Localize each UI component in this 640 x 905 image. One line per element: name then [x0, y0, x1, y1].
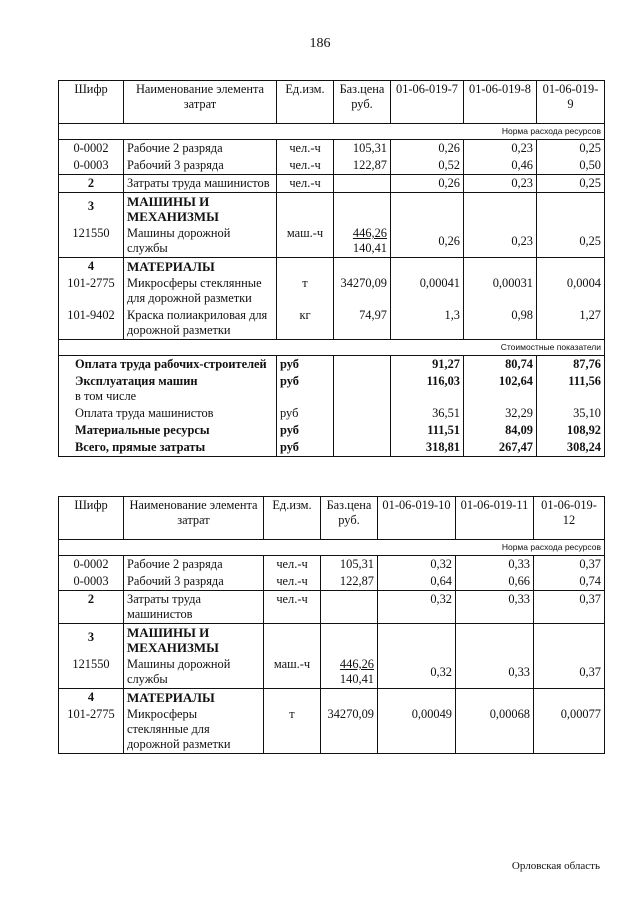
cost-value: 35,10	[537, 405, 605, 422]
cost-row	[59, 373, 605, 405]
row-unit: чел.-ч	[264, 591, 321, 624]
page-number: 186	[309, 36, 331, 51]
row-price	[321, 591, 378, 624]
row-code: 2	[59, 175, 124, 193]
header-name: Наименование элемента затрат	[124, 497, 264, 540]
row-unit: т	[264, 706, 321, 754]
header-price: Баз.цена руб.	[321, 497, 378, 540]
row-value: 0,33	[456, 556, 534, 574]
row-price	[334, 225, 391, 258]
table-header	[59, 497, 605, 540]
table-header	[59, 81, 605, 124]
row-value: 0,32	[378, 556, 456, 574]
row-name: Рабочие 2 разряда	[124, 140, 277, 158]
section-title: МАШИНЫ И МЕХАНИЗМЫ	[124, 624, 264, 657]
row-name: Рабочий 3 разряда	[124, 157, 277, 175]
row-name: Машины дорожной службы	[124, 656, 264, 689]
row-unit: чел.-ч	[277, 157, 334, 175]
resource-table-1	[58, 80, 605, 457]
section-row	[59, 689, 605, 707]
row-unit: маш.-ч	[264, 656, 321, 689]
cost-value: 80,74	[464, 356, 537, 374]
price-top: 446,26	[339, 657, 374, 671]
row-name: Рабочий 3 разряда	[124, 573, 264, 591]
row-value: 0,32	[378, 656, 456, 689]
row-name: Микросферы стеклянные для дорожной разметки	[124, 275, 277, 307]
cost-note: в том числе	[75, 389, 137, 403]
row-price: 105,31	[334, 140, 391, 158]
section-code: 4	[59, 258, 124, 276]
row-code: 2	[59, 591, 124, 624]
table-row	[59, 175, 605, 193]
row-price	[321, 656, 378, 689]
row-price: 34270,09	[334, 275, 391, 307]
table-row	[59, 656, 605, 689]
row-value: 0,66	[456, 573, 534, 591]
row-value: 0,23	[464, 175, 537, 193]
row-value: 0,23	[464, 140, 537, 158]
cost-value: 111,51	[391, 422, 464, 439]
table-row	[59, 140, 605, 158]
cost-row	[59, 422, 605, 439]
cost-value: 308,24	[537, 439, 605, 457]
cost-row	[59, 405, 605, 422]
row-unit: кг	[277, 307, 334, 340]
row-value: 0,33	[456, 656, 534, 689]
header-col3: 01-06-019-12	[534, 497, 605, 540]
row-price: 74,97	[334, 307, 391, 340]
section-title: МАТЕРИАЛЫ	[124, 689, 264, 707]
row-name: Краска полиакриловая для дорожной разметки	[124, 307, 277, 340]
cost-value: 36,51	[391, 405, 464, 422]
cost-value: 87,76	[537, 356, 605, 374]
row-code: 101-2775	[59, 275, 124, 307]
row-value: 0,00049	[378, 706, 456, 754]
cost-value: 84,09	[464, 422, 537, 439]
cost-name: Всего, прямые затраты	[59, 439, 277, 457]
row-value: 0,00077	[534, 706, 605, 754]
section-code: 3	[59, 193, 124, 226]
header-code: Шифр	[59, 497, 124, 540]
section-code: 4	[59, 689, 124, 707]
cost-row	[59, 439, 605, 457]
row-code: 0-0003	[59, 157, 124, 175]
cost-caption-row	[59, 340, 605, 356]
cost-value: 91,27	[391, 356, 464, 374]
row-unit: маш.-ч	[277, 225, 334, 258]
table-row	[59, 573, 605, 591]
row-value: 0,26	[391, 175, 464, 193]
norm-caption: Норма расхода ресурсов	[59, 540, 605, 556]
cost-unit: руб	[277, 356, 334, 374]
row-name: Затраты труда машинистов	[124, 175, 277, 193]
row-name: Машины дорожной службы	[124, 225, 277, 258]
row-value: 0,00068	[456, 706, 534, 754]
header-price: Баз.цена руб.	[334, 81, 391, 124]
norm-caption: Норма расхода ресурсов	[59, 124, 605, 140]
cost-name: Эксплуатация машин	[75, 374, 198, 388]
cost-value: 267,47	[464, 439, 537, 457]
cost-row	[59, 356, 605, 374]
row-value: 0,33	[456, 591, 534, 624]
row-value: 0,32	[378, 591, 456, 624]
row-value: 0,00041	[391, 275, 464, 307]
row-price	[334, 175, 391, 193]
row-value: 0,26	[391, 225, 464, 258]
row-value: 0,23	[464, 225, 537, 258]
row-value: 0,50	[537, 157, 605, 175]
row-value: 1,27	[537, 307, 605, 340]
row-code: 121550	[59, 225, 124, 258]
section-row	[59, 258, 605, 276]
row-value: 0,64	[378, 573, 456, 591]
cost-caption: Стоимостные показатели	[59, 340, 605, 356]
row-code: 0-0002	[59, 140, 124, 158]
row-unit: т	[277, 275, 334, 307]
section-code: 3	[59, 624, 124, 657]
row-value: 0,37	[534, 591, 605, 624]
row-price: 122,87	[334, 157, 391, 175]
row-value: 0,74	[534, 573, 605, 591]
row-code: 101-2775	[59, 706, 124, 754]
header-col3: 01-06-019-9	[537, 81, 605, 124]
table-row	[59, 275, 605, 307]
price-bottom: 140,41	[352, 241, 387, 255]
cost-value: 111,56	[537, 373, 605, 405]
cost-name: Материальные ресурсы	[59, 422, 277, 439]
row-value: 0,00031	[464, 275, 537, 307]
section-title: МАШИНЫ И МЕХАНИЗМЫ	[124, 193, 277, 226]
table-row	[59, 706, 605, 754]
row-unit: чел.-ч	[264, 556, 321, 574]
cost-value: 32,29	[464, 405, 537, 422]
header-code: Шифр	[59, 81, 124, 124]
footer-region: Орловская область	[511, 860, 600, 872]
row-price: 34270,09	[321, 706, 378, 754]
cost-name: Оплата труда рабочих-строителей	[59, 356, 277, 374]
row-code: 121550	[59, 656, 124, 689]
cost-value: 318,81	[391, 439, 464, 457]
row-value: 0,25	[537, 140, 605, 158]
cost-value: 102,64	[464, 373, 537, 405]
row-unit: чел.-ч	[277, 140, 334, 158]
table-row	[59, 591, 605, 624]
cost-unit: руб	[277, 439, 334, 457]
row-unit: чел.-ч	[264, 573, 321, 591]
row-unit: чел.-ч	[277, 175, 334, 193]
row-value: 0,0004	[537, 275, 605, 307]
row-value: 0,37	[534, 656, 605, 689]
row-price: 122,87	[321, 573, 378, 591]
cost-name: Оплата труда машинистов	[59, 405, 277, 422]
row-value: 1,3	[391, 307, 464, 340]
row-name: Микросферы стеклянные для дорожной разметки	[124, 706, 264, 754]
row-value: 0,98	[464, 307, 537, 340]
cost-value: 108,92	[537, 422, 605, 439]
row-code: 0-0002	[59, 556, 124, 574]
row-value: 0,25	[537, 175, 605, 193]
row-value: 0,25	[537, 225, 605, 258]
norm-caption-row	[59, 124, 605, 140]
row-price: 105,31	[321, 556, 378, 574]
row-value: 0,46	[464, 157, 537, 175]
header-col2: 01-06-019-11	[456, 497, 534, 540]
row-value: 0,26	[391, 140, 464, 158]
header-unit: Ед.изм.	[264, 497, 321, 540]
header-name: Наименование элемента затрат	[124, 81, 277, 124]
cost-value: 116,03	[391, 373, 464, 405]
section-row	[59, 624, 605, 657]
row-code: 0-0003	[59, 573, 124, 591]
table-row	[59, 307, 605, 340]
row-value: 0,52	[391, 157, 464, 175]
resource-table-2	[58, 496, 605, 754]
row-name: Рабочие 2 разряда	[124, 556, 264, 574]
norm-caption-row	[59, 540, 605, 556]
cost-unit: руб	[277, 422, 334, 439]
cost-unit: руб	[277, 373, 334, 405]
row-code: 101-9402	[59, 307, 124, 340]
header-col1: 01-06-019-10	[378, 497, 456, 540]
table-row	[59, 157, 605, 175]
header-unit: Ед.изм.	[277, 81, 334, 124]
cost-name-block	[59, 373, 277, 405]
cost-unit: руб	[277, 405, 334, 422]
row-name: Затраты труда машинистов	[124, 591, 264, 624]
header-col2: 01-06-019-8	[464, 81, 537, 124]
section-row	[59, 193, 605, 226]
price-bottom: 140,41	[339, 672, 374, 686]
row-value: 0,37	[534, 556, 605, 574]
table-row	[59, 556, 605, 574]
header-col1: 01-06-019-7	[391, 81, 464, 124]
price-top: 446,26	[352, 226, 387, 240]
section-title: МАТЕРИАЛЫ	[124, 258, 277, 276]
table-row	[59, 225, 605, 258]
